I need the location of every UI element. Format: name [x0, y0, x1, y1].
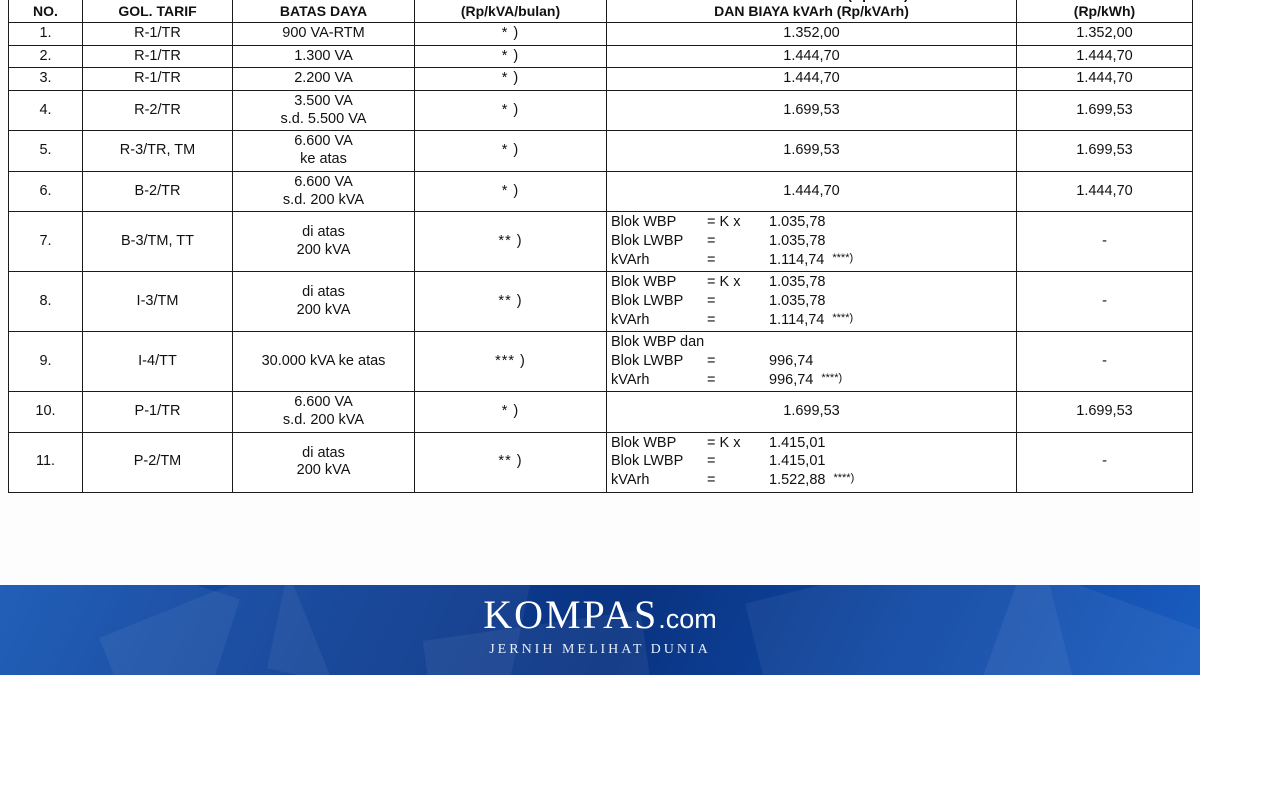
cell-batas-daya [233, 171, 415, 211]
electricity-tariff-table [8, 0, 1193, 493]
blok-operator: = K x [707, 214, 741, 231]
footnote-marker: ****) [832, 251, 854, 264]
kompas-wordmark [483, 592, 717, 637]
kompas-logo [0, 592, 1200, 658]
blok-value-number: 1.035,78 [769, 214, 826, 231]
blok-operator: = [707, 453, 716, 470]
cell-batas-daya [233, 23, 415, 46]
column-header-batas-daya: BATAS DAYA [233, 0, 415, 23]
batas-daya-line: 30.000 kVA ke atas [261, 353, 386, 369]
cell-biaya-beban: ** ) [415, 212, 607, 272]
blok-operator: = [707, 251, 716, 268]
cell-no: 6. [9, 171, 83, 211]
blok-label: kVArh [611, 371, 650, 388]
cell-gol-tarif: I-3/TM [83, 272, 233, 332]
cell-ppj: - [1017, 432, 1193, 492]
blok-label: Blok WBP [611, 274, 677, 291]
blok-detail-grid [611, 435, 1012, 490]
blok-label: kVArh [611, 472, 650, 489]
cell-biaya-beban: * ) [415, 91, 607, 131]
cell-biaya-beban: ** ) [415, 432, 607, 492]
cell-gol-tarif: R-1/TR [83, 45, 233, 68]
cell-ppj: 1.444,70 [1017, 68, 1193, 91]
cell-gol-tarif: R-3/TR, TM [83, 131, 233, 171]
cell-batas-daya [233, 272, 415, 332]
batas-daya-line: di atas [302, 444, 345, 461]
blok-operator: = [707, 232, 716, 249]
cell-biaya-beban: *** ) [415, 332, 607, 392]
cell-no: 1. [9, 23, 83, 46]
batas-daya-line: 200 kVA [296, 462, 351, 479]
batas-daya-line: ke atas [300, 151, 347, 168]
blok-operator: = [707, 353, 716, 369]
cell-no: 10. [9, 392, 83, 432]
cell-ppj: 1.352,00 [1017, 23, 1193, 46]
kompas-brand-text: KOMPAS [483, 592, 659, 637]
column-header-biaya-pemakaian: DAN BIAYA kVArh (Rp/kVArh) [607, 0, 1017, 23]
footnote-marker: ****) [832, 311, 854, 324]
blok-operator: = K x [707, 274, 741, 291]
cell-ppj: 1.444,70 [1017, 45, 1193, 68]
cell-no: 4. [9, 91, 83, 131]
blok-value [743, 233, 1012, 251]
blok-value-number: 1.035,78 [769, 292, 826, 309]
blok-operator: = K x [707, 434, 741, 451]
cell-ppj: 1.699,53 [1017, 131, 1193, 171]
blok-value-number: 1.415,01 [769, 434, 826, 451]
cell-ppj: 1.699,53 [1017, 91, 1193, 131]
blok-value [743, 353, 1012, 371]
cell-biaya-pemakaian: 1.444,70 [607, 68, 1017, 91]
table-header [9, 0, 1193, 23]
table-row [9, 45, 1193, 68]
cell-biaya-pemakaian: 1.699,53 [607, 392, 1017, 432]
footnote-marker: ****) [833, 472, 855, 485]
cell-gol-tarif: R-1/TR [83, 23, 233, 46]
cell-no: 11. [9, 432, 83, 492]
table-row [9, 212, 1193, 272]
blok-value-number: 1.035,78 [769, 232, 826, 249]
blok-label: Blok LWBP [611, 353, 684, 369]
blok-value-number: 1.522,88 [769, 472, 826, 489]
cell-biaya-beban: * ) [415, 131, 607, 171]
kompas-tagline: JERNIH MELIHAT DUNIA [489, 642, 711, 657]
batas-daya-line: di atas [302, 224, 345, 241]
batas-daya-line: s.d. 200 kVA [282, 412, 365, 429]
batas-daya-line: s.d. 200 kVA [282, 191, 365, 208]
column-header-biaya-beban: (Rp/kVA/bulan) [415, 0, 607, 23]
blok-label: kVArh [611, 251, 650, 268]
cell-biaya-beban: * ) [415, 171, 607, 211]
cell-biaya-beban: * ) [415, 68, 607, 91]
cell-biaya-pemakaian: 1.444,70 [607, 171, 1017, 211]
cell-gol-tarif: P-2/TM [83, 432, 233, 492]
blok-operator: = [707, 371, 716, 388]
table-row [9, 332, 1193, 392]
blok-value-number: 1.415,01 [769, 453, 826, 470]
blok-value [743, 372, 1012, 390]
column-header-ppj: (Rp/kWh) [1017, 0, 1193, 23]
blok-value [743, 274, 1012, 292]
table-row [9, 272, 1193, 332]
cell-batas-daya [233, 332, 415, 392]
cell-ppj: 1.699,53 [1017, 392, 1193, 432]
cell-biaya-beban: * ) [415, 23, 607, 46]
blok-detail-grid [611, 334, 1012, 389]
blok-value [743, 312, 1012, 330]
cell-biaya-pemakaian [607, 332, 1017, 392]
blok-detail-grid [611, 214, 1012, 269]
tariff-table-container [8, 0, 1192, 493]
cell-ppj: - [1017, 272, 1193, 332]
table-row [9, 392, 1193, 432]
kompas-watermark-banner [0, 585, 1200, 675]
cell-gol-tarif: I-4/TT [83, 332, 233, 392]
batas-daya-line: 200 kVA [296, 241, 351, 258]
blok-value-number: 1.114,74 [769, 311, 825, 328]
blok-value-number: 1.114,74 [769, 251, 825, 268]
cell-gol-tarif: B-3/TM, TT [83, 212, 233, 272]
cell-batas-daya [233, 392, 415, 432]
blok-label: Blok WBP [611, 434, 677, 451]
cell-biaya-beban: * ) [415, 392, 607, 432]
blok-value-number: 1.035,78 [769, 274, 826, 291]
batas-daya-line: 6.600 VA [294, 173, 353, 190]
blok-label: Blok LWBP [611, 292, 684, 309]
cell-biaya-pemakaian: 1.699,53 [607, 131, 1017, 171]
batas-daya-line: s.d. 5.500 VA [280, 110, 367, 127]
table-row [9, 171, 1193, 211]
cell-no: 5. [9, 131, 83, 171]
batas-daya-line: 6.600 VA [294, 133, 353, 150]
table-body [9, 23, 1193, 493]
cell-biaya-pemakaian [607, 272, 1017, 332]
blok-value [743, 214, 1012, 232]
blok-label: Blok LWBP [611, 453, 684, 470]
blok-operator: = [707, 472, 716, 489]
cell-gol-tarif: R-2/TR [83, 91, 233, 131]
cell-biaya-pemakaian: 1.444,70 [607, 45, 1017, 68]
batas-daya-line: 200 kVA [296, 301, 351, 318]
blok-operator: = [707, 311, 716, 328]
batas-daya-line: 6.600 VA [294, 394, 353, 411]
cell-gol-tarif: B-2/TR [83, 171, 233, 211]
cell-batas-daya [233, 91, 415, 131]
cell-batas-daya [233, 131, 415, 171]
blok-value [743, 472, 1012, 490]
batas-daya-line: 1.300 VA [294, 47, 353, 64]
column-header-gol-tarif: GOL. TARIF [83, 0, 233, 23]
batas-daya-line: 3.500 VA [294, 93, 353, 110]
cell-no: 7. [9, 212, 83, 272]
batas-daya-line: di atas [302, 284, 345, 301]
cell-gol-tarif: P-1/TR [83, 392, 233, 432]
cell-biaya-pemakaian [607, 212, 1017, 272]
batas-daya-line: 900 VA-RTM [282, 25, 365, 41]
blok-value [743, 435, 1012, 453]
footnote-marker: ****) [821, 371, 843, 384]
table-row [9, 91, 1193, 131]
cell-no: 2. [9, 45, 83, 68]
cell-gol-tarif: R-1/TR [83, 68, 233, 91]
table-row [9, 131, 1193, 171]
cell-ppj: - [1017, 332, 1193, 392]
cell-biaya-beban: ** ) [415, 272, 607, 332]
batas-daya-line: 2.200 VA [294, 70, 353, 87]
blok-value-number: 996,74 [769, 353, 814, 369]
blok-detail-grid [611, 274, 1012, 329]
blok-value [743, 453, 1012, 471]
cell-biaya-pemakaian [607, 432, 1017, 492]
cell-ppj: 1.444,70 [1017, 171, 1193, 211]
cell-batas-daya [233, 212, 415, 272]
blok-value [743, 252, 1012, 270]
cell-no: 8. [9, 272, 83, 332]
column-header-no: NO. [9, 0, 83, 23]
blok-label: kVArh [611, 311, 650, 328]
blok-label: Blok WBP dan [611, 334, 705, 351]
kompas-domain-text: .com [658, 604, 717, 634]
cell-batas-daya [233, 68, 415, 91]
table-row [9, 23, 1193, 46]
cell-batas-daya [233, 432, 415, 492]
cell-no: 9. [9, 332, 83, 392]
blok-label: Blok LWBP [611, 232, 684, 249]
blok-value-number: 996,74 [769, 371, 814, 388]
cell-biaya-pemakaian: 1.699,53 [607, 91, 1017, 131]
blok-label: Blok WBP [611, 214, 677, 231]
table-row [9, 68, 1193, 91]
table-row [9, 432, 1193, 492]
blok-operator: = [707, 292, 716, 309]
cell-biaya-beban: * ) [415, 45, 607, 68]
cell-ppj: - [1017, 212, 1193, 272]
table-header-row [9, 0, 1193, 23]
blok-value [743, 293, 1012, 311]
cell-no: 3. [9, 68, 83, 91]
cell-biaya-pemakaian: 1.352,00 [607, 23, 1017, 46]
cell-batas-daya [233, 45, 415, 68]
